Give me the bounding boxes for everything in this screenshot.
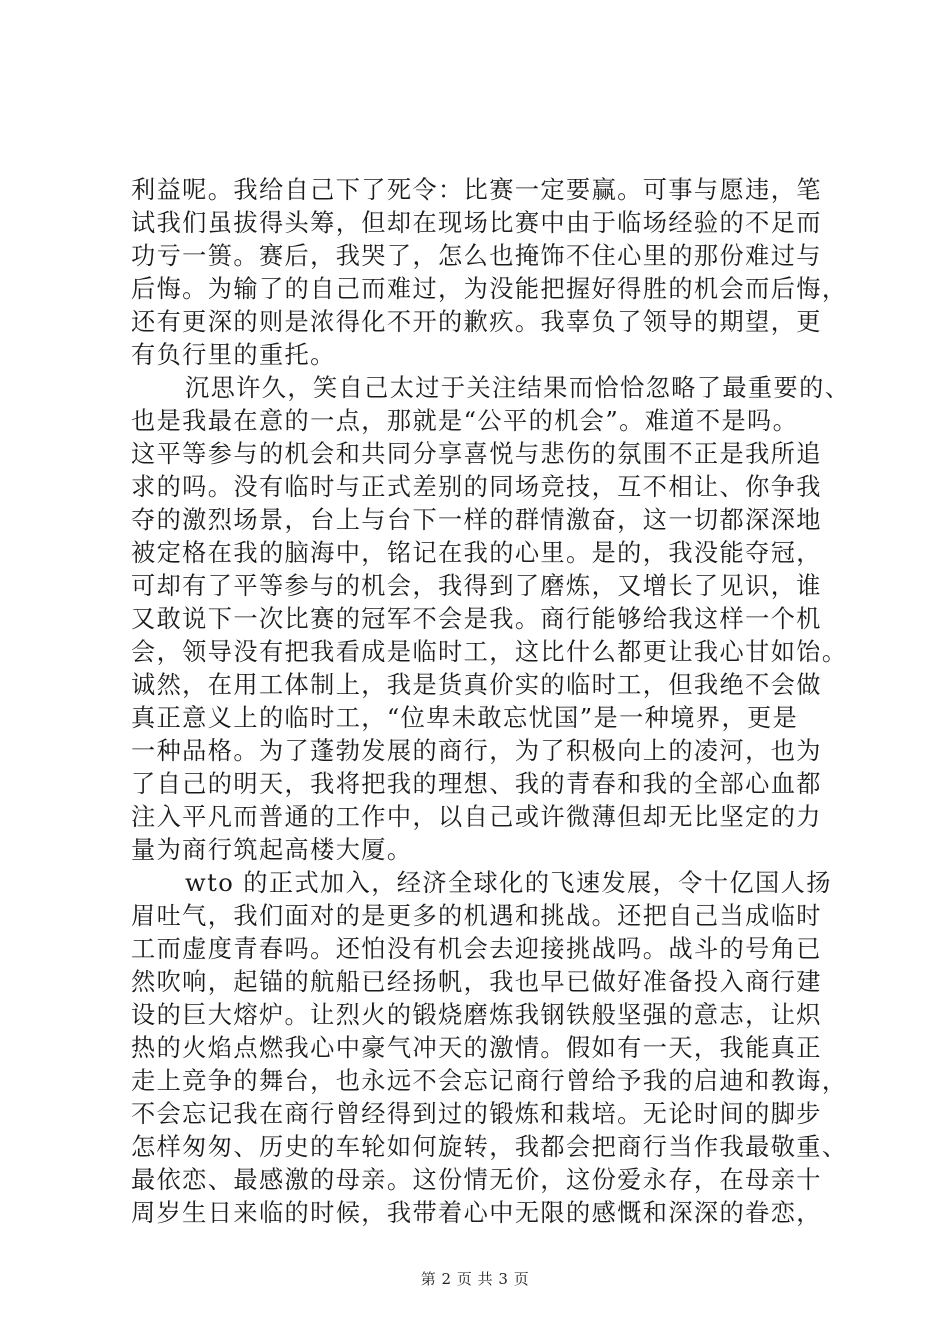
text-line: 又敢说下一次比赛的冠军不会是我。商行能够给我这样一个机: [131, 605, 822, 633]
text-line: 诚然，在用工体制上，我是货真价实的临时工，但我绝不会做: [131, 671, 822, 699]
text-line: 有负行里的重托。: [131, 341, 336, 369]
text-line: 后悔。为输了的自己而难过，为没能把握好得胜的机会而后悔，: [131, 275, 848, 303]
paragraph-first-line: 沉思许久，笑自己太过于关注结果而恰恰忽略了最重要的、: [185, 374, 851, 402]
text-line: 夺的激烈场景，台上与台下一样的群情激奋，这一切都深深地: [131, 506, 822, 534]
text-line: 怎样匆匆、历史的车轮如何旋转，我都会把商行当作我最敬重、: [131, 1133, 848, 1161]
text-line: 被定格在我的脑海中，铭记在我的心里。是的，我没能夺冠，: [131, 539, 822, 567]
text-line: 量为商行筑起高楼大厦。: [131, 836, 413, 864]
text-line: 热的火焰点燃我心中豪气冲天的激情。假如有一天，我能真正: [131, 1034, 822, 1062]
text-line: 可却有了平等参与的机会，我得到了磨炼，又增长了见识，谁: [131, 572, 822, 600]
text-line: 最依恋、最感激的母亲。这份情无价，这份爱永存，在母亲十: [131, 1166, 822, 1194]
text-line: 一种品格。为了蓬勃发展的商行，为了积极向上的凌河，也为: [131, 737, 822, 765]
text-line: 真正意义上的临时工，“位卑未敢忘忧国”是一种境界，更是: [131, 704, 799, 732]
text-line: 这平等参与的机会和共同分享喜悦与悲伤的氛围不正是我所追: [131, 440, 822, 468]
text-line: 还有更深的则是浓得化不开的歉疚。我辜负了领导的期望，更: [131, 308, 822, 336]
text-line: 功亏一篑。赛后，我哭了，怎么也掩饰不住心里的那份难过与: [131, 242, 822, 270]
text-line: 求的吗。没有临时与正式差别的同场竞技，互不相让、你争我: [131, 473, 822, 501]
text-line: 眉吐气，我们面对的是更多的机遇和挑战。还把自己当成临时: [131, 902, 822, 930]
text-line: 工而虚度青春吗。还怕没有机会去迎接挑战吗。战斗的号角已: [131, 935, 822, 963]
text-line: 设的巨大熔炉。让烈火的锻烧磨炼我钢铁般坚强的意志，让炽: [131, 1001, 822, 1029]
text-line: 了自己的明天，我将把我的理想、我的青春和我的全部心血都: [131, 770, 822, 798]
text-line: 周岁生日来临的时候，我带着心中无限的感慨和深深的眷恋，: [131, 1199, 822, 1227]
text-line: 利益呢。我给自己下了死令：比赛一定要赢。可事与愿违，笔: [131, 176, 822, 204]
text-line: 不会忘记我在商行曾经得到过的锻炼和栽培。无论时间的脚步: [131, 1100, 822, 1128]
text-line: 注入平凡而普通的工作中，以自己或许微薄但却无比坚定的力: [131, 803, 822, 831]
text-line: 走上竞争的舞台，也永远不会忘记商行曾给予我的启迪和教诲，: [131, 1067, 848, 1095]
page-footer: 第 2 页 共 3 页: [420, 1270, 530, 1288]
document-body: [131, 174, 851, 1230]
text-line: 也是我最在意的一点，那就是“公平的机会”。难道不是吗。: [131, 407, 799, 435]
text-line: 会，领导没有把我看成是临时工，这比什么都更让我心甘如饴。: [131, 638, 848, 666]
text-line: 试我们虽拔得头筹，但却在现场比赛中由于临场经验的不足而: [131, 209, 822, 237]
text-line: 然吹响，起锚的航船已经扬帆，我也早已做好准备投入商行建: [131, 968, 822, 996]
paragraph-first-line: wto 的正式加入，经济全球化的飞速发展，令十亿国人扬: [185, 869, 832, 897]
